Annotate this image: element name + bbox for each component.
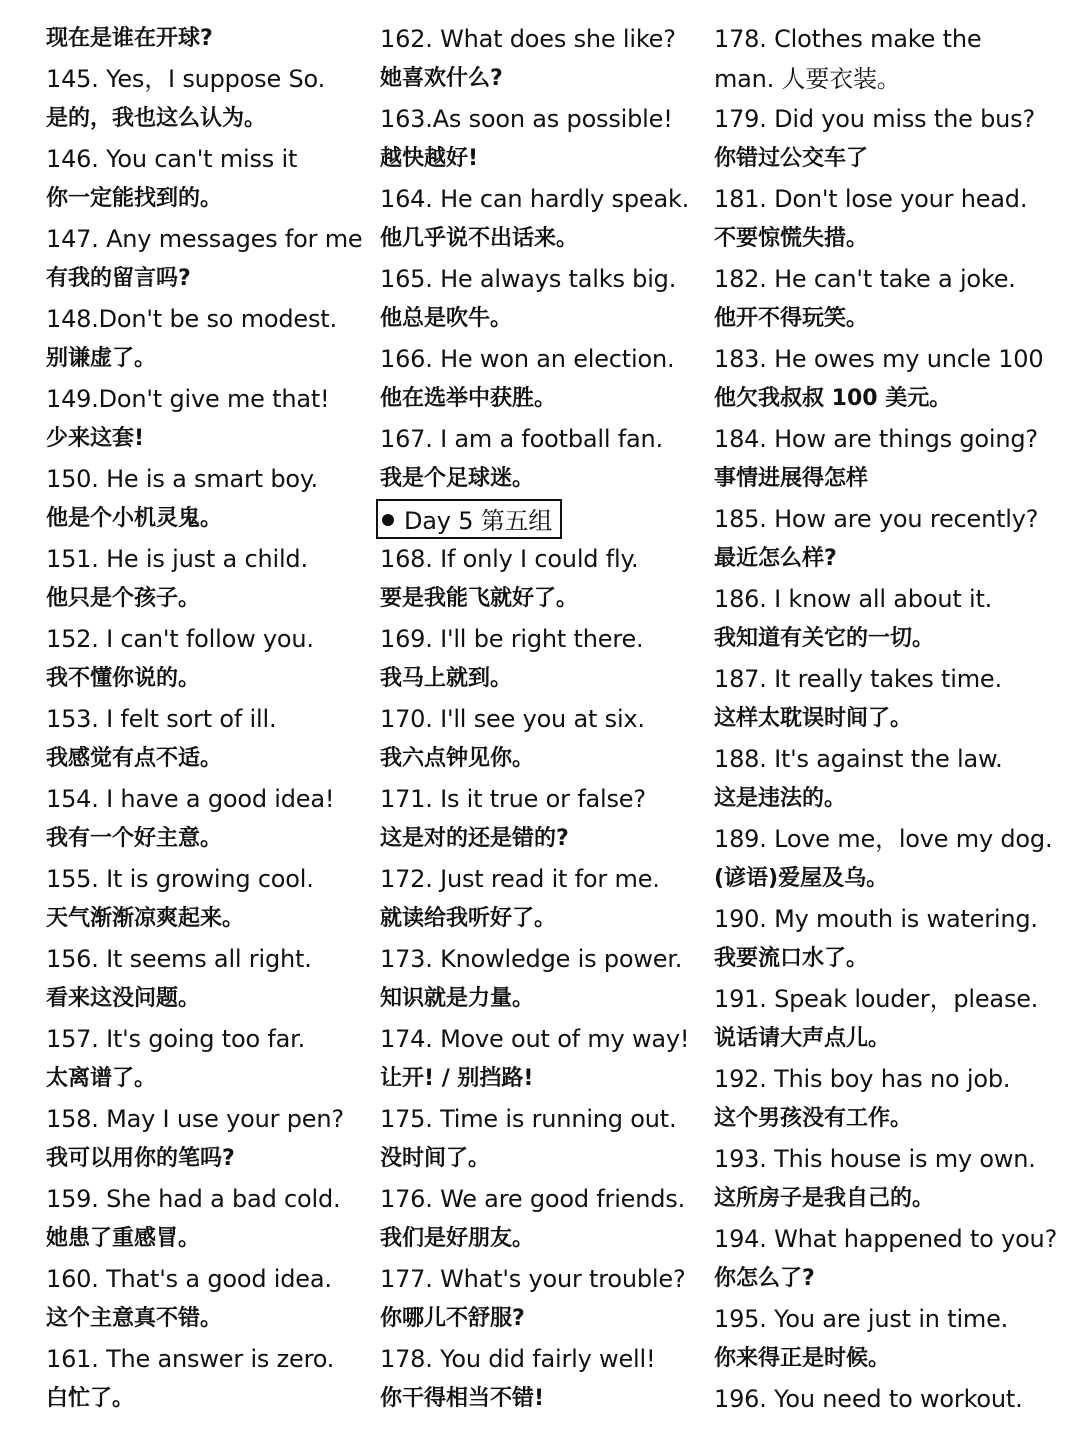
english-phrase: 175. Time is running out.: [380, 1105, 677, 1133]
english-phrase: 162. What does she like?: [380, 25, 676, 53]
english-phrase: 152. I can't follow you.: [46, 625, 314, 653]
english-phrase: 169. I'll be right there.: [380, 625, 644, 653]
chinese-translation: 我是个足球迷。: [380, 466, 535, 491]
chinese-translation: 我感觉有点不适。: [46, 746, 223, 771]
english-phrase: 166. He won an election.: [380, 345, 675, 373]
chinese-translation: 你一定能找到的。: [46, 186, 223, 211]
chinese-translation: 是的，我也这么认为。: [46, 106, 267, 131]
english-phrase: 193. This house is my own.: [714, 1145, 1036, 1173]
chinese-translation: (谚语)爱屋及乌。: [714, 866, 889, 891]
english-phrase: 172. Just read it for me.: [380, 865, 660, 893]
english-phrase: 160. That's a good idea.: [46, 1265, 332, 1293]
chinese-translation: 她喜欢什么?: [380, 66, 503, 91]
chinese-translation: 就读给我听好了。: [380, 906, 557, 931]
english-phrase: 178. Clothes make the: [714, 25, 982, 53]
chinese-translation: 你来得正是时候。: [714, 1346, 891, 1371]
column-3: [714, 19, 1064, 1419]
english-phrase: 148.Don't be so modest.: [46, 305, 337, 333]
chinese-translation: 他是个小机灵鬼。: [46, 506, 223, 531]
chinese-translation: 我六点钟见你。: [380, 746, 535, 771]
english-phrase: 154. I have a good idea!: [46, 785, 335, 813]
chinese-translation: 我有一个好主意。: [46, 826, 223, 851]
section-heading-box: [376, 499, 562, 539]
english-phrase: man. 人要衣装。: [714, 65, 901, 93]
english-phrase: 186. I know all about it.: [714, 585, 993, 613]
chinese-translation: 他在选举中获胜。: [380, 386, 557, 411]
english-phrase: 165. He always talks big.: [380, 265, 677, 293]
chinese-translation: 他欠我叔叔 100 美元。: [714, 386, 952, 411]
english-phrase: 179. Did you miss the bus?: [714, 105, 1035, 133]
column-1: [46, 19, 386, 1419]
section-heading-text: Day 5 第五组: [404, 507, 553, 535]
english-phrase: 145. Yes，I suppose So.: [46, 65, 326, 93]
english-phrase: 185. How are you recently?: [714, 505, 1039, 533]
chinese-translation: 这是违法的。: [714, 786, 847, 811]
english-phrase: 161. The answer is zero.: [46, 1345, 335, 1373]
english-phrase: 151. He is just a child.: [46, 545, 308, 573]
english-phrase: 167. I am a football fan.: [380, 425, 663, 453]
chinese-translation: 他几乎说不出话来。: [380, 226, 579, 251]
chinese-translation: 不要惊慌失措。: [714, 226, 869, 251]
chinese-translation: 越快越好!: [380, 146, 479, 171]
english-phrase: 150. He is a smart boy.: [46, 465, 318, 493]
chinese-translation: 没时间了。: [380, 1146, 491, 1171]
chinese-translation: 说话请大声点儿。: [714, 1026, 891, 1051]
english-phrase: 171. Is it true or false?: [380, 785, 646, 813]
chinese-translation: 要是我能飞就好了。: [380, 586, 579, 611]
english-phrase: 163.As soon as possible!: [380, 105, 673, 133]
chinese-translation: 他总是吹牛。: [380, 306, 513, 331]
chinese-translation: 白忙了。: [46, 1386, 135, 1411]
chinese-translation: 我要流口水了。: [714, 946, 869, 971]
chinese-translation: 你干得相当不错!: [380, 1386, 545, 1411]
chinese-translation: 我知道有关它的一切。: [714, 626, 935, 651]
chinese-translation: 这个主意真不错。: [46, 1306, 223, 1331]
english-phrase: 195. You are just in time.: [714, 1305, 1009, 1333]
english-phrase: 168. If only I could fly.: [380, 545, 639, 573]
english-phrase: 170. I'll see you at six.: [380, 705, 645, 733]
chinese-translation: 知识就是力量。: [380, 986, 535, 1011]
chinese-translation: 最近怎么样?: [714, 546, 837, 571]
english-phrase: 173. Knowledge is power.: [380, 945, 683, 973]
english-phrase: 156. It seems all right.: [46, 945, 312, 973]
english-phrase: 192. This boy has no job.: [714, 1065, 1011, 1093]
chinese-translation: 她患了重感冒。: [46, 1226, 201, 1251]
chinese-translation: 天气渐渐凉爽起来。: [46, 906, 245, 931]
chinese-translation: 他只是个孩子。: [46, 586, 201, 611]
english-phrase: 178. You did fairly well!: [380, 1345, 656, 1373]
chinese-translation: 让开! / 别挡路!: [380, 1066, 534, 1091]
english-phrase: 159. She had a bad cold.: [46, 1185, 341, 1213]
english-phrase: 188. It's against the law.: [714, 745, 1003, 773]
english-phrase: 158. May I use your pen?: [46, 1105, 344, 1133]
chinese-translation: 事情进展得怎样: [714, 466, 869, 491]
chinese-translation: 我们是好朋友。: [380, 1226, 535, 1251]
chinese-translation: 我马上就到。: [380, 666, 513, 691]
english-phrase: 190. My mouth is watering.: [714, 905, 1038, 933]
bullet-icon: [382, 514, 394, 526]
chinese-translation: 这个男孩没有工作。: [714, 1106, 913, 1131]
chinese-translation: 别谦虚了。: [46, 346, 157, 371]
chinese-translation: 他开不得玩笑。: [714, 306, 869, 331]
chinese-translation: 这是对的还是错的?: [380, 826, 569, 851]
english-phrase: 157. It's going too far.: [46, 1025, 306, 1053]
chinese-translation: 你错过公交车了: [714, 146, 869, 171]
english-phrase: 187. It really takes time.: [714, 665, 1002, 693]
chinese-translation: 现在是谁在开球?: [46, 26, 213, 51]
chinese-translation: 我可以用你的笔吗?: [46, 1146, 235, 1171]
chinese-translation: 有我的留言吗?: [46, 266, 191, 291]
english-phrase: 155. It is growing cool.: [46, 865, 314, 893]
chinese-translation: 太离谱了。: [46, 1066, 157, 1091]
english-phrase: 153. I felt sort of ill.: [46, 705, 277, 733]
section-heading-day-5: [380, 499, 720, 539]
english-phrase: 177. What's your trouble?: [380, 1265, 686, 1293]
english-phrase: 196. You need to workout.: [714, 1385, 1023, 1413]
chinese-translation: 这所房子是我自己的。: [714, 1186, 935, 1211]
english-phrase: 189. Love me，love my dog.: [714, 825, 1053, 853]
english-phrase: 191. Speak louder，please.: [714, 985, 1039, 1013]
column-2: [380, 19, 720, 1419]
chinese-translation: 我不懂你说的。: [46, 666, 201, 691]
english-phrase: 194. What happened to you?: [714, 1225, 1058, 1253]
english-phrase: 149.Don't give me that!: [46, 385, 330, 413]
chinese-translation: 你哪儿不舒服?: [380, 1306, 525, 1331]
chinese-translation: 这样太耽误时间了。: [714, 706, 913, 731]
english-phrase: 164. He can hardly speak.: [380, 185, 690, 213]
english-phrase: 184. How are things going?: [714, 425, 1038, 453]
chinese-translation: 你怎么了?: [714, 1266, 815, 1291]
chinese-translation: 少来这套!: [46, 426, 145, 451]
english-phrase: 176. We are good friends.: [380, 1185, 686, 1213]
english-phrase: 181. Don't lose your head.: [714, 185, 1028, 213]
english-phrase: 182. He can't take a joke.: [714, 265, 1016, 293]
english-phrase: 174. Move out of my way!: [380, 1025, 690, 1053]
english-phrase: 183. He owes my uncle 100: [714, 345, 1044, 373]
chinese-translation: 看来这没问题。: [46, 986, 201, 1011]
english-phrase: 146. You can't miss it: [46, 145, 298, 173]
english-phrase: 147. Any messages for me: [46, 225, 363, 253]
